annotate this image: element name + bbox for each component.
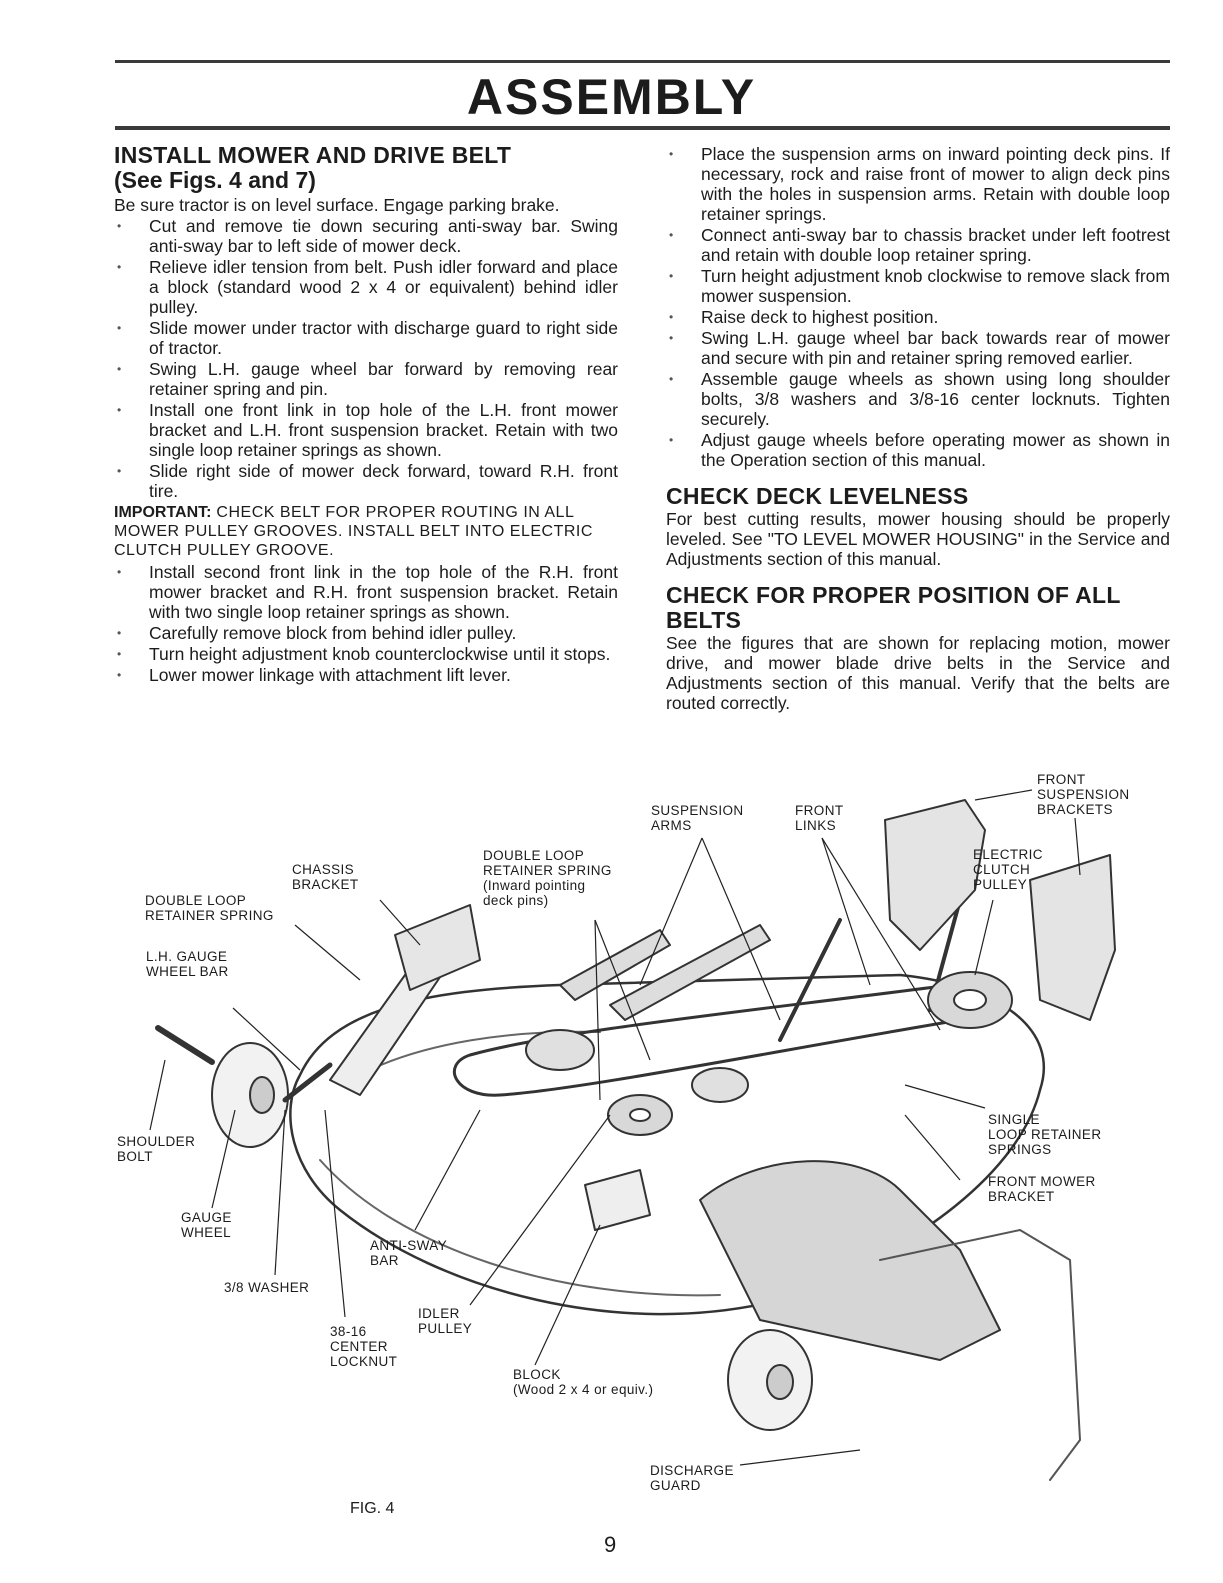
right-column	[666, 143, 1170, 713]
label-block: BLOCK (Wood 2 x 4 or equiv.)	[513, 1367, 654, 1397]
instruction-list-2	[114, 562, 618, 685]
label-single-loop: SINGLE LOOP RETAINER SPRINGS	[988, 1112, 1102, 1157]
intro-text: Be sure tractor is on level surface. Engage parking brake.	[114, 195, 560, 215]
section-heading-levelness: CHECK DECK LEVELNESS	[666, 483, 969, 509]
discharge-guard	[700, 1161, 1000, 1360]
deck-pulley	[526, 1030, 594, 1070]
label-chassis-bracket: CHASSIS BRACKET	[292, 862, 359, 892]
levelness-text: For best cutting results, mower housing should be properly leveled. See "TO LEVEL MOWER HOUSING" in the Service and Adjustments section of this manual.	[666, 509, 1170, 569]
list-item: • Cut and remove tie down securing anti-sway bar. Swing anti-sway bar to left side of mower deck.	[114, 216, 618, 256]
label-double-loop: DOUBLE LOOP RETAINER SPRING	[145, 893, 274, 923]
label-front-suspension-brackets: FRONT SUSPENSION BRACKETS	[1037, 772, 1130, 817]
belts-text: See the figures that are shown for replacing motion, mower drive, and mower blade drive belts in the Service and Adjustments section of this manual. Verify that the belts are routed correctly.	[666, 633, 1170, 713]
list-item: • Raise deck to highest position.	[666, 307, 1170, 327]
list-item: • Slide right side of mower deck forward, toward R.H. front tire.	[114, 461, 618, 501]
list-item: • Connect anti-sway bar to chassis bracket under left footrest and retain with double loop retainer spring.	[666, 225, 1170, 265]
label-suspension-arms: SUSPENSION ARMS	[651, 803, 744, 833]
list-item: • Adjust gauge wheels before operating mower as shown in the Operation section of this manual.	[666, 430, 1170, 470]
list-item: • Relieve idler tension from belt. Push idler forward and place a block (standard wood 2 x 4 or equivalent) behind idler pulley.	[114, 257, 618, 317]
label-lh-gauge-wheel-bar: L.H. GAUGE WHEEL BAR	[146, 949, 229, 979]
list-item: • Lower mower linkage with attachment lift lever.	[114, 665, 618, 685]
instruction-list-1	[114, 216, 618, 501]
chassis-bracket	[395, 905, 480, 990]
deck-pulley	[692, 1068, 748, 1102]
label-anti-sway-bar: ANTI-SWAY BAR	[370, 1238, 448, 1268]
list-item: • Place the suspension arms on inward pointing deck pins. If necessary, rock and raise front of mower to align deck pins with the holes in suspension arms. Retain with double loop retainer springs.	[666, 144, 1170, 224]
list-item: • Swing L.H. gauge wheel bar forward by removing rear retainer spring and pin.	[114, 359, 618, 399]
top-rule	[115, 60, 1170, 63]
list-item: • Turn height adjustment knob clockwise to remove slack from mower suspension.	[666, 266, 1170, 306]
important-note	[114, 503, 618, 560]
label-shoulder-bolt: SHOULDER BOLT	[117, 1134, 196, 1164]
list-item: • Assemble gauge wheels as shown using long shoulder bolts, 3/8 washers and 3/8-16 center locknuts. Tighten securely.	[666, 369, 1170, 429]
list-item: • Slide mower under tractor with discharge guard to right side of tractor.	[114, 318, 618, 358]
label-washer: 3/8 WASHER	[224, 1280, 310, 1295]
label-discharge-guard: DISCHARGE GUARD	[650, 1463, 734, 1493]
lh-gauge-wheel-bar	[285, 1065, 330, 1100]
label-double-loop-inward: DOUBLE LOOP RETAINER SPRING (Inward pointing deck pins)	[483, 848, 612, 908]
front-link	[780, 920, 840, 1040]
section-heading-install: INSTALL MOWER AND DRIVE BELT	[114, 142, 512, 168]
front-suspension-bracket	[885, 800, 985, 950]
section-subheading: (See Figs. 4 and 7)	[114, 167, 316, 193]
important-label: IMPORTANT:	[114, 504, 212, 521]
label-front-mower-bracket: FRONT MOWER BRACKET	[988, 1174, 1096, 1204]
label-center-locknut: 38-16 CENTER LOCKNUT	[330, 1324, 398, 1369]
left-column	[114, 143, 618, 686]
list-item: • Install second front link in the top hole of the R.H. front mower bracket and R.H. front suspension bracket. Retain with two single loop retainer springs as shown.	[114, 562, 618, 622]
instruction-list-3	[666, 144, 1170, 470]
label-electric-clutch-pulley: ELECTRIC CLUTCH PULLEY	[973, 847, 1043, 892]
label-idler-pulley: IDLER PULLEY	[418, 1306, 473, 1336]
list-item: • Swing L.H. gauge wheel bar back towards rear of mower and secure with pin and retainer spring removed earlier.	[666, 328, 1170, 368]
page-title: ASSEMBLY	[466, 69, 757, 125]
label-front-links: FRONT LINKS	[795, 803, 844, 833]
important-text: CHECK BELT FOR PROPER ROUTING IN ALL MOWER PULLEY GROOVES. INSTALL BELT INTO ELECTRIC CLUTCH PULLEY GROOVE.	[114, 504, 593, 559]
list-item: • Carefully remove block from behind idler pulley.	[114, 623, 618, 643]
list-item: • Turn height adjustment knob counterclockwise until it stops.	[114, 644, 618, 664]
list-item: • Install one front link in top hole of the L.H. front mower bracket and L.H. front suspension bracket. Retain with two single loop retainer springs as shown.	[114, 400, 618, 460]
wood-block	[585, 1170, 650, 1230]
label-gauge-wheel: GAUGE WHEEL	[181, 1210, 232, 1240]
figure-caption: FIG. 4	[350, 1500, 395, 1517]
section-heading-belts: CHECK FOR PROPER POSITION OF ALL BELTS	[666, 582, 1121, 633]
title-rule	[115, 126, 1170, 130]
page-number: 9	[604, 1532, 617, 1557]
shoulder-bolt	[158, 1028, 212, 1062]
